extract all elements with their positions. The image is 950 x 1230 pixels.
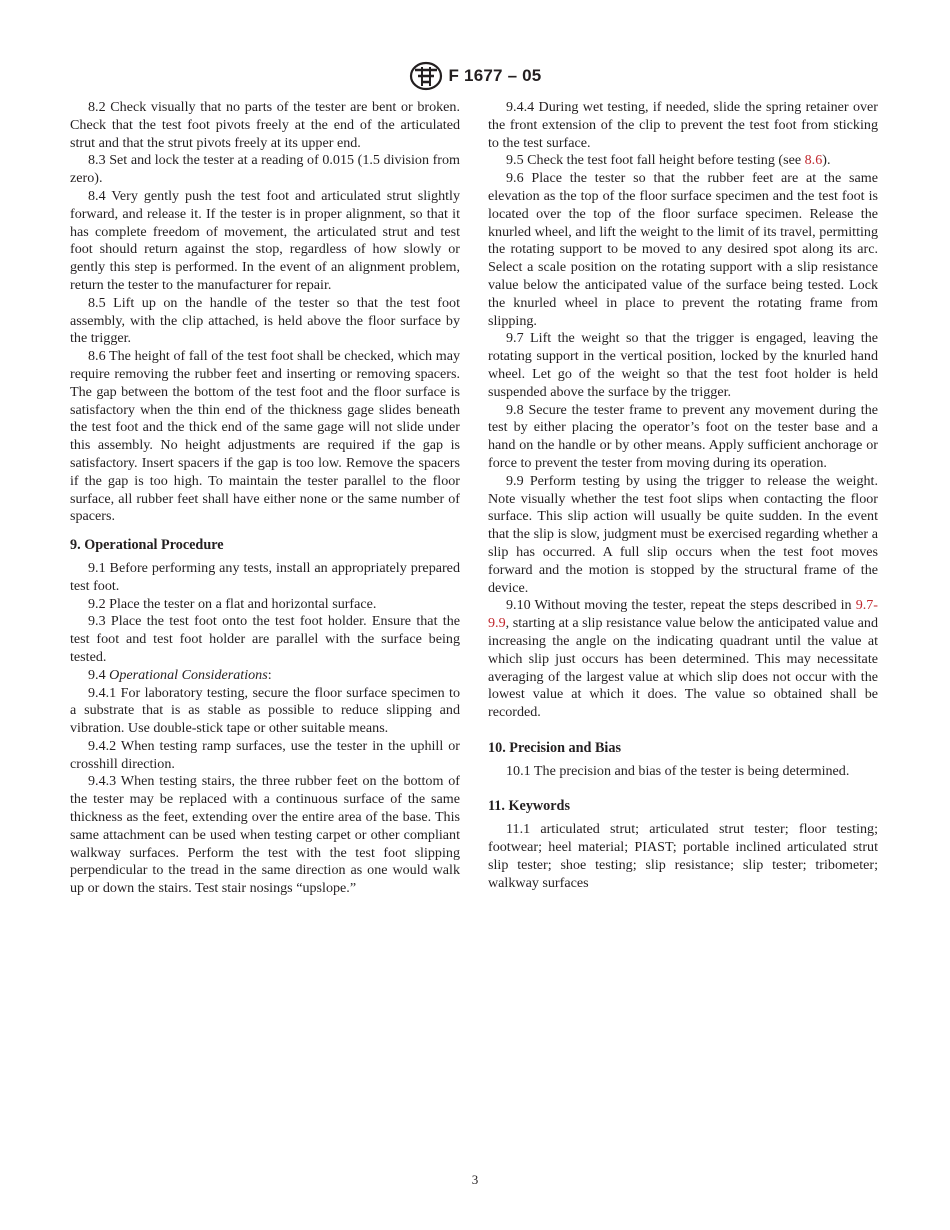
section-heading-9: 9. Operational Procedure <box>70 537 224 554</box>
paragraph-9-4-1: 9.4.1 For laboratory testing, secure the floor surface specimen to a substrate that is as stable as possible to reduce slipping and vibration. Use double-stick tape or other suitable means. <box>70 684 460 737</box>
paragraph-9-6: 9.6 Place the tester so that the rubber feet are at the same elevation as the top of the floor surface specimen and the test foot is located over the top of the floor surface specimen. Release the knurled wheel, and lift the weight to the limit of its travel, permitting the rotating support to be moved to any desired spot along its arc. Select a scale position on the rotating support with a slip resistance value below the anticipated value of the surface being tested. Lock the knurled wheel in place to prevent the rotating frame from slipping. <box>488 170 878 329</box>
paragraph-9-4-title: Operational Considerations <box>109 666 268 683</box>
paragraph-9-8: 9.8 Secure the tester frame to prevent any movement during the test by either placing the operator’s foot on the tester base and a hand on the handle or by other means. Apply sufficient anchorage or force to prevent the tester from moving during its operation. <box>488 401 878 471</box>
paragraph-9-1: 9.1 Before performing any tests, install an appropriately prepared test foot. <box>70 559 460 594</box>
page-number: 3 <box>471 1172 479 1187</box>
paragraph-9-4 <box>70 667 460 685</box>
paragraph-9-4-2: 9.4.2 When testing ramp surfaces, use the tester in the uphill or crosshill direction. <box>70 737 460 772</box>
paragraph-9-3: 9.3 Place the test foot onto the test foot holder. Ensure that the test foot and test foot holder are parallel with the surface being tested. <box>70 613 460 665</box>
paragraph-10-1: 10.1 The precision and bias of the tester is being determined. <box>506 762 850 779</box>
paragraph-9-10-text: 9.10 Without moving the tester, repeat the steps described in <box>506 597 856 614</box>
paragraph-9-9: 9.9 Perform testing by using the trigger to release the weight. Note visually whether the test foot slips when contacting the floor surface. This slip action will usually be quite sudden. In the event that the slip is slow, judgment must be exercised regarding whether a slip has occurred. A full slip occurs when the test foot moves forward and the motion is stopped by the structural frame of the device. <box>488 472 878 596</box>
paragraph-9-2: 9.2 Place the tester on a flat and horizontal surface. <box>88 595 377 612</box>
paragraph-9-5-end: ). <box>822 152 831 169</box>
document-designation: F 1677 – 05 <box>448 66 542 85</box>
paragraph-11-1: 11.1 articulated strut; articulated strut tester; floor testing; footwear; heel material; PIAST; portable inclined articulated strut slip tester; shoe testing; slip resistance; slip tester; tribometer; walkway surfaces <box>488 821 878 891</box>
paragraph-8-4: 8.4 Very gently push the test foot and articulated strut slightly forward, and release it. If the tester is in proper alignment, so that it has complete freedom of movement, the articulated strut and test foot should return against the stop, regardless of how slowly or gently this step is performed. In the event of an alignment problem, return the tester to the manufacturer for repair. <box>70 187 460 293</box>
paragraph-8-6: 8.6 The height of fall of the test foot shall be checked, which may require removing the rubber feet and inserting or removing spacers. The gap between the bottom of the test foot and the floor surface is satisfactory when the thin end of the thickness gage slides beneath the test foot and the thick end of the same gage will not slide under this assembly. No height adjustments are required if the gap is satisfactory. Insert spacers if the gap is too low. Remove the spacers if the gap is too high. To maintain the tester parallel to the floor surface, all rubber feet shall have either none or the same number of spacers. <box>70 348 460 525</box>
reference-link-9-7-9-9[interactable]: 9.7-9.9 <box>488 597 878 632</box>
paragraph-9-10 <box>488 597 878 722</box>
left-column <box>70 99 460 898</box>
astm-logo-icon <box>409 61 443 91</box>
section-heading-10: 10. Precision and Bias <box>488 739 621 756</box>
paragraph-9-10-end: , starting at a slip resistance value below the anticipated value and increasing the angle on the indicating quadrant until the value at which slip just occurs has been determined. This may necessitate averaging of the largest value at which slip does not occur with the lowest value at which it does. The value so obtained shall be recorded. <box>488 615 878 721</box>
paragraph-9-4-colon: : <box>267 666 272 683</box>
paragraph-9-5 <box>488 152 878 170</box>
reference-link-8-6[interactable]: 8.6 <box>804 152 823 169</box>
paragraph-8-3: 8.3 Set and lock the tester at a reading of 0.015 (1.5 division from zero). <box>70 152 460 187</box>
page-header <box>0 61 950 91</box>
paragraph-8-2: 8.2 Check visually that no parts of the tester are bent or broken. Check that the test foot pivots freely at the end of the articulated strut and that the strut pivots freely at its upper end. <box>70 99 460 151</box>
right-column <box>488 99 878 892</box>
paragraph-9-4-3: 9.4.3 When testing stairs, the three rubber feet on the bottom of the tester may be replaced with a continuous surface of the same thickness as the feet, extending over the entire area of the base. This same attachment can be used when testing carpet or other compliant walkway surfaces. Perform the test with the test foot slipping perpendicular to the tread in the same direction as one would walk up or down the stairs. Test stair nosings “upslope.” <box>70 773 460 897</box>
paragraph-9-5-text: 9.5 Check the test foot fall height before testing (see <box>506 152 805 169</box>
paragraph-9-4-number: 9.4 <box>88 666 106 683</box>
paragraph-9-4-4: 9.4.4 During wet testing, if needed, slide the spring retainer over the front extension of the clip to prevent the test foot from sticking to the test surface. <box>488 99 878 151</box>
section-heading-11: 11. Keywords <box>488 798 570 815</box>
paragraph-8-5: 8.5 Lift up on the handle of the tester so that the test foot assembly, with the clip attached, is held above the floor surface by the trigger. <box>70 294 460 347</box>
paragraph-9-7: 9.7 Lift the weight so that the trigger is engaged, leaving the rotating support in the vertical position, locked by the knurled hand wheel. Let go of the weight so that the test foot holder is held suspended above the surface by the trigger. <box>488 330 878 400</box>
